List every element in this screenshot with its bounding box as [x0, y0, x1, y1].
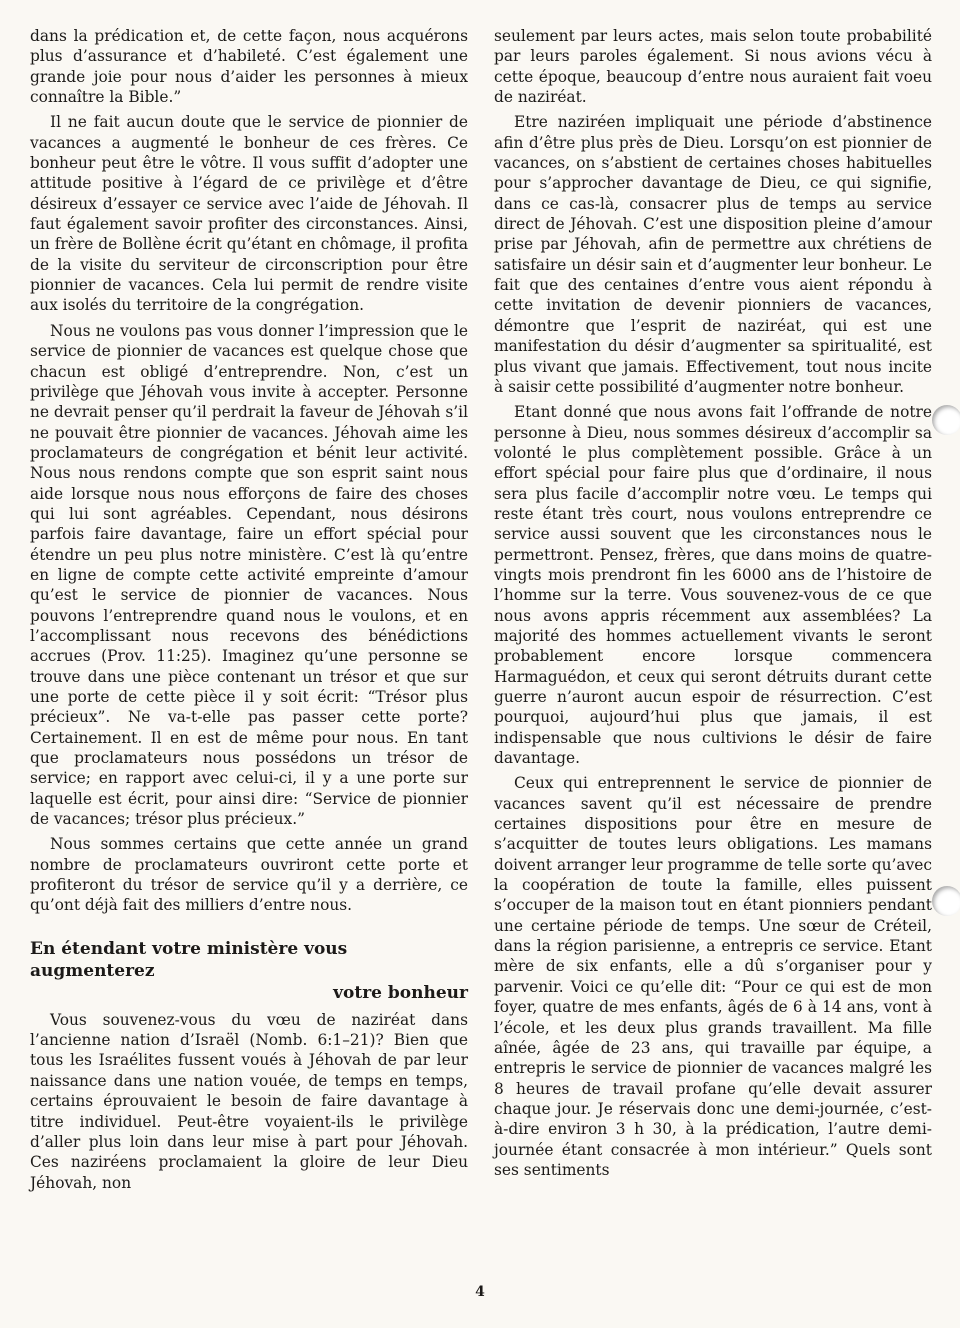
paragraph: Il ne fait aucun doute que le service de pionnier de vacances a augmenté le bonheur de ces frères. Ce bonheur peut être le vôtre. Il vous suffit d’adopter une attitude positive à l’égard de ce privilège et d’être désireux d’essayer ce service avec l’aide de Jéhovah. Il faut également savoir profiter des circonstances. Ainsi, un frère de Bollène écrit qu’étant en chômage, il profita de la visite du serviteur de circonscription pour être pionnier de vacances. Cela lui permit de rendre visite aux isolés du territoire de la congrégation. [30, 113, 468, 315]
punch-hole-bottom [932, 886, 960, 916]
right-column [494, 26, 932, 1185]
punch-hole-top [932, 405, 960, 435]
section-heading [30, 938, 468, 1004]
page-number: 4 [475, 1284, 485, 1300]
paragraph: Nous sommes certains que cette année un grand nombre de proclamateurs ouvriront cette porte et profiteront du trésor de service qu’il y a derrière, ce qu’ont déjà fait des milliers d’entre nous. [30, 835, 468, 915]
paragraph: seulement par leurs actes, mais selon toute probabilité par leurs paroles également. Si nous avions vécu à cette époque, beaucoup d’entre nous auraient fait voeu de naziréat. [494, 27, 932, 107]
section-heading-line-1: En étendant votre ministère vous augmenterez [30, 938, 348, 981]
paragraph: Etant donné que nous avons fait l’offrande de notre personne à Dieu, nous sommes désireux d’accomplir sa volonté le plus complètement possible. Grâce à un effort spécial pour faire plus que d’ordinaire, il nous sera plus facile d’accomplir notre vœu. Le temps qui reste étant très court, nous voulons entreprendre ce service aussi souvent que les circonstances nous le permettront. Pensez, frères, que dans moins de quatre-vingts mois prendront fin les 6000 ans de l’histoire de l’homme sur la terre. Vous souvenez-vous de ce que nous avons appris récemment aux assemblées? La majorité des hommes actuellement vivants le seront probablement encore lorsque commencera Harmaguédon, et ceux qui seront détruits durant cette guerre n’auront aucun espoir de résurrection. C’est pourquoi, aujourd’hui plus que jamais, il est indispensable que nous cultivions le désir de faire davantage. [494, 403, 932, 768]
paragraph: dans la prédication et, de cette façon, nous acquérons plus d’assurance et d’habileté. C’est également une grande joie pour nous d’aider les personnes à mieux connaître la Bible.” [30, 27, 468, 107]
paragraph: Ceux qui entreprennent le service de pionnier de vacances savent qu’il est nécessaire de prendre certaines dispositions pour être en mesure de s’acquitter de toutes leurs obligations. Les mamans doivent arranger leur programme de telle sorte qu’avec la coopération de toute la famille, elles puissent s’occuper de la maison tout en étant pionniers pendant une certaine période de temps. Une sœur de Créteil, dans la région parisienne, a entrepris ce service. Etant mère de six enfants, elle a dû s’organiser pour y parvenir. Voici ce qu’elle dit: “Pour ce qui est de mon foyer, quatre de mes enfants, âgés de 6 à 14 ans, vont à l’école, et les deux plus grands travaillent. Ma fille aînée, âgée de 23 ans, qui travaille par équipe, a entrepris le service de pionnier de vacances malgré les 8 heures de travail profane qu’elle devait assurer chaque jour. Je réservais donc une demi-journée, c’est-à-dire environ 3 h 30, à la prédication, l’autre demi-journée étant consacrée à mon intérieur.” Quels sont ses sentiments [494, 774, 932, 1179]
paragraph: Nous ne voulons pas vous donner l’impression que le service de pionnier de vacances est quelque chose que chacun est obligé d’entreprendre. Non, c’est un privilège que Jéhovah vous invite à accepter. Personne ne devrait penser qu’il perdrait la faveur de Jéhovah s’il ne pouvait être pionnier de vacances. Jéhovah aime les proclamateurs de congrégation et bénit leur activité. Nous nous rendons compte que son esprit saint nous aide lorsque nous nous efforçons de faire des choses qui lui sont agréables. Cependant, nous désirons parfois faire davantage, faire un effort spécial pour étendre un peu plus notre ministère. C’est là qu’entre en ligne de compte cette activité empreinte d’amour qu’est le service de pionnier de vacances. Nous pouvons l’entreprendre quand nous le voulons, et en l’accomplissant nous recevons des bénédictions accrues (Prov. 11:25). Imaginez qu’une personne se trouve dans une pièce contenant un trésor et que sur une porte de cette pièce il y soit écrit: “Trésor plus précieux”. Ne va-t-elle pas passer cette porte? Certainement. Il en est de même pour nous. En tant que proclamateurs nous possédons un trésor de service; en rapport avec celui-ci, il y a une porte sur laquelle est écrit, pour ainsi dire: “Service de pionnier de vacances; trésor plus précieux.” [30, 321, 468, 829]
paragraph: Vous souvenez-vous du vœu de naziréat dans l’ancienne nation d’Israël (Nomb. 6:1–21)? Bien que tous les Israélites fussent voués à Jéhovah de par leur naissance dans une nation vouée, de temps en temps, certains éprouvaient le besoin de faire davantage à titre individuel. Peut-être voyaient-ils le privilège d’aller plus loin dans leur mise à part pour Jéhovah. Ces naziréens proclamaient la gloire de leur Dieu Jéhovah, non [30, 1010, 468, 1192]
paragraph: Etre naziréen impliquait une période d’abstinence afin d’être plus près de Dieu. Lorsqu’on est pionnier de vacances, on s’abstient de certaines choses habituelles pour s’approcher davantage de Dieu, ce qui signifie, dans ce cas-là, consacrer plus de temps au service direct de Jéhovah. C’est une disposition pleine d’amour prise par Jéhovah, afin de permettre aux chrétiens de satisfaire un désir sain et d’augmenter leur bonheur. Le fait que des centaines d’entre vous aient répondu à cette invitation de devenir pionniers de vacances, démontre que l’esprit de naziréat, qui est une manifestation du désir d’augmenter sa spiritualité, est plus vivant que jamais. Effectivement, tout nous incite à saisir cette possibilité d’augmenter notre bonheur. [494, 113, 932, 396]
left-column [30, 26, 468, 1198]
section-heading-line-2: votre bonheur [333, 982, 468, 1003]
